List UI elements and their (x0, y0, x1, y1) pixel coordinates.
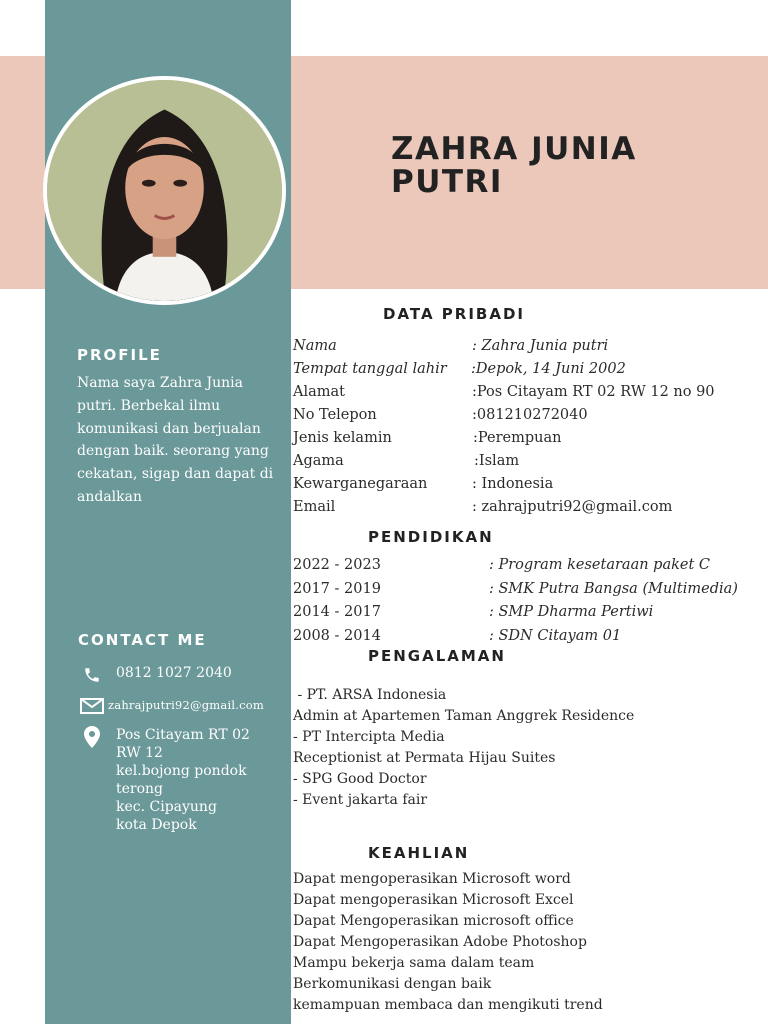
experience-item: Admin at Apartemen Taman Anggrek Residence (293, 708, 635, 724)
skill-item: kemampuan membaca dan mengikuti trend (293, 997, 603, 1013)
contact-phone (80, 664, 232, 686)
data-value: :Islam (474, 453, 520, 469)
education-years: 2008 - 2014 (293, 627, 381, 644)
education-school: : SDN Citayam 01 (489, 627, 622, 644)
pendidikan-heading: PENDIDIKAN (368, 528, 494, 546)
contact-heading: CONTACT ME (78, 631, 207, 649)
education-years: 2014 - 2017 (293, 604, 381, 620)
data-value: :Pos Citayam RT 02 RW 12 no 90 (472, 384, 715, 400)
data-key: Kewarganegaraan (293, 476, 428, 492)
address-line: Pos Citayam RT 02 (116, 727, 250, 743)
education-school: : SMP Dharma Pertiwi (489, 604, 654, 620)
experience-item: Receptionist at Permata Hijau Suites (293, 750, 556, 766)
phone-icon (80, 664, 104, 686)
data-key: No Telepon (293, 407, 377, 423)
experience-item: - PT. ARSA Indonesia (293, 687, 447, 703)
profile-text: Nama saya Zahra Junia putri. Berbekal ilmu komunikasi dan berjualan dengan baik. seorang yang cekatan, sigap dan dapat di andalkan (77, 375, 274, 505)
experience-item: - SPG Good Doctor (293, 771, 427, 787)
education-years: 2022 - 2023 (293, 557, 381, 573)
skill-item: Dapat Mengoperasikan microsoft office (293, 913, 574, 929)
envelope-icon (80, 695, 104, 717)
data-key: Email (293, 499, 336, 515)
address-line: kota Depok (116, 817, 197, 833)
keahlian-heading: KEAHLIAN (368, 844, 470, 862)
data-value: : Zahra Junia putri (472, 338, 609, 354)
location-pin-icon (80, 726, 104, 748)
contact-phone-text: 0812 1027 2040 (116, 665, 232, 681)
contact-email-text: zahrajputri92@gmail.com (108, 698, 264, 712)
address-line: RW 12 (116, 745, 163, 761)
data-value: : zahrajputri92@gmail.com (472, 499, 673, 515)
pengalaman-heading: PENGALAMAN (368, 647, 506, 665)
data-value: :081210272040 (472, 407, 588, 423)
data-pribadi-heading: DATA PRIBADI (383, 305, 525, 323)
data-key: Alamat (293, 384, 345, 400)
data-key: Nama (293, 338, 337, 354)
contact-email (80, 695, 264, 717)
data-key: Tempat tanggal lahir (293, 361, 447, 377)
education-school: : SMK Putra Bangsa (Multimedia) (489, 580, 738, 597)
full-name-line-2: PUTRI (391, 164, 503, 200)
experience-item: - PT Intercipta Media (293, 729, 445, 745)
data-key: Agama (293, 453, 344, 469)
pengalaman-list (293, 685, 634, 811)
education-years: 2017 - 2019 (293, 580, 381, 597)
contact-address-text (116, 726, 250, 834)
skill-item: Berkomunikasi dengan baik (293, 976, 492, 992)
data-value: : Indonesia (472, 476, 554, 492)
address-line: kec. Cipayung (116, 799, 217, 815)
skill-item: Dapat Mengoperasikan Adobe Photoshop (293, 934, 587, 950)
data-value: :Depok, 14 Juni 2002 (471, 361, 626, 377)
skill-item: Mampu bekerja sama dalam team (293, 955, 535, 971)
full-name-line-1: ZAHRA JUNIA (391, 131, 637, 167)
skill-item: Dapat mengoperasikan Microsoft Excel (293, 892, 574, 908)
education-school: : Program kesetaraan paket C (489, 557, 710, 573)
contact-address (80, 726, 250, 834)
profile-photo (43, 76, 286, 305)
address-line: kel.bojong pondok (116, 763, 247, 779)
address-line: terong (116, 781, 164, 797)
keahlian-list (293, 869, 603, 1016)
full-name (391, 133, 751, 199)
data-value: :Perempuan (473, 430, 562, 446)
skill-item: Dapat mengoperasikan Microsoft word (293, 871, 571, 887)
data-key: Jenis kelamin (293, 430, 392, 446)
experience-item: - Event jakarta fair (293, 792, 428, 808)
profile-heading: PROFILE (77, 346, 162, 364)
